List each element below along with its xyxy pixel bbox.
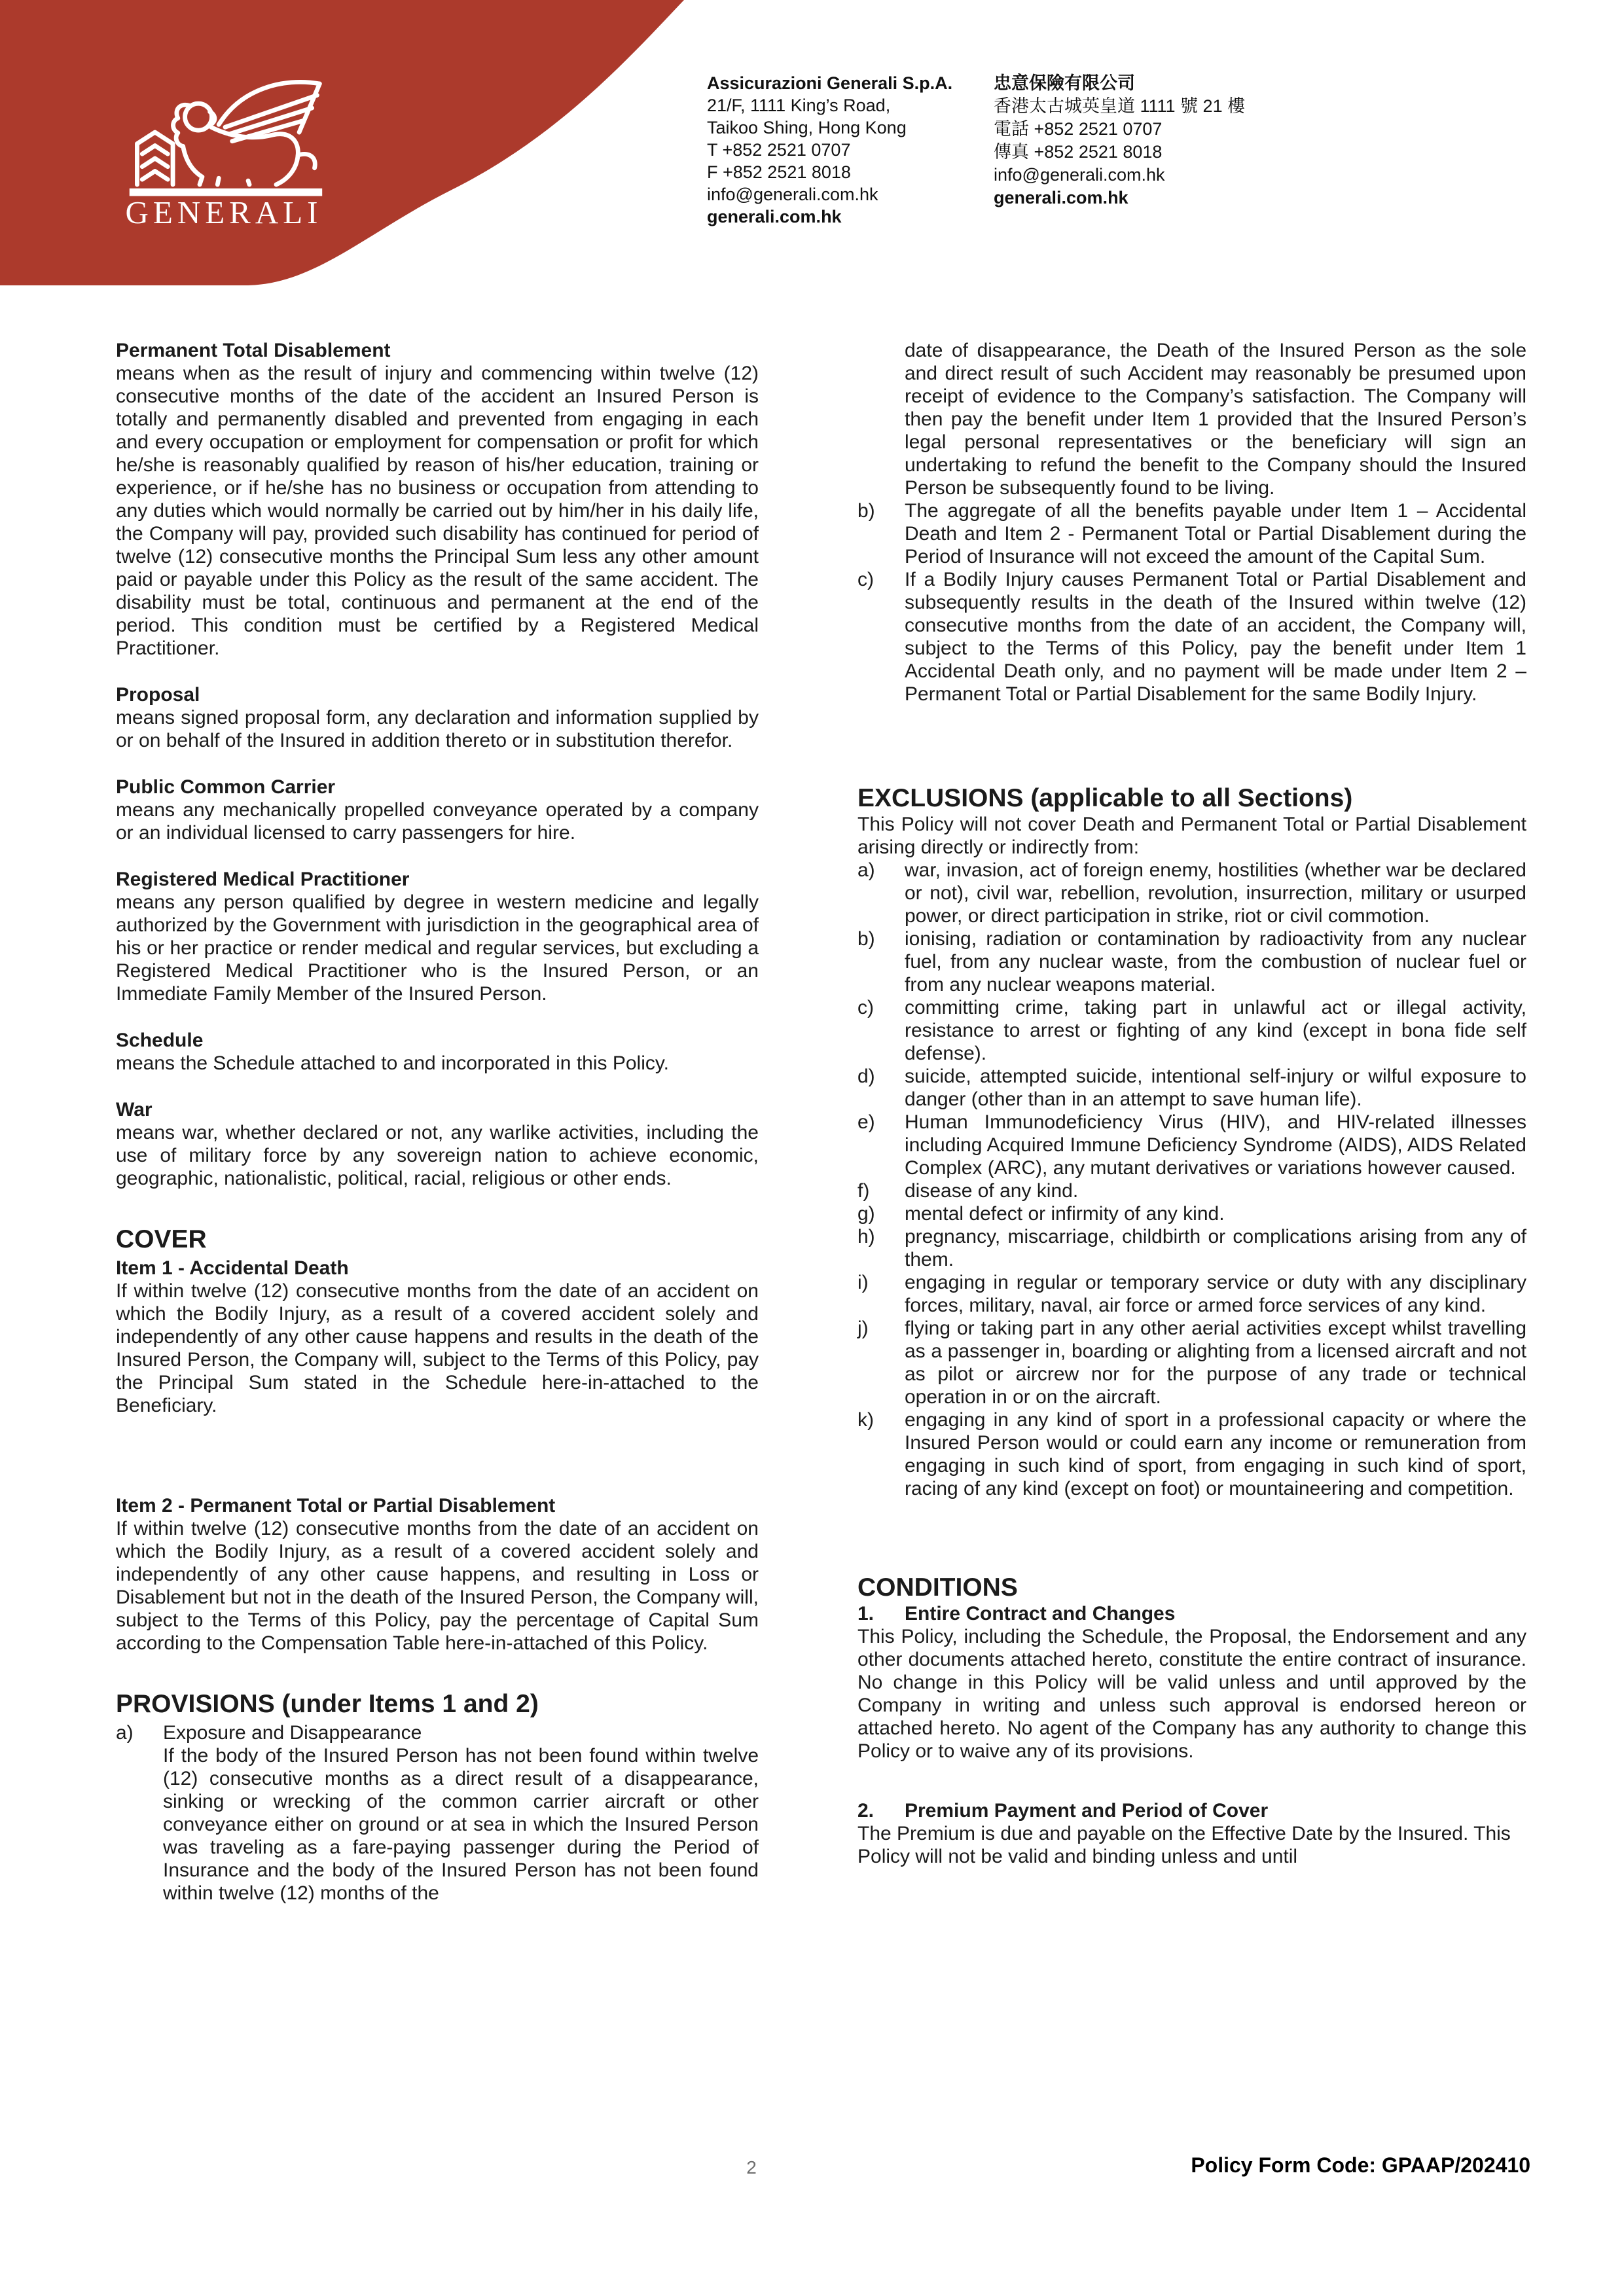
company-email-zh: info@generali.com.hk bbox=[994, 165, 1165, 185]
company-info-en bbox=[707, 72, 982, 228]
right-column bbox=[857, 339, 1526, 1868]
list-label: j) bbox=[857, 1318, 869, 1339]
list-label: g) bbox=[857, 1203, 875, 1225]
definition-permanent-total-disablement bbox=[116, 339, 759, 660]
definition-body: means signed proposal form, any declaration and information supplied by or on behalf of the Insured in addition thereto or in substitution therefor. bbox=[116, 707, 759, 751]
provision-a-continuation: date of disappearance, the Death of the Insured Person as the sole and direct result of such Accident may reasonably be presumed upon receipt of evidence to the Company’s satisfaction. The Company will then pay the benefit under Item 1 provided that the Insured Person’s legal personal representatives or the beneficiary will sign an undertaking to refund the benefit to the Company should the Insured Person be subsequently found to be living. bbox=[905, 340, 1526, 499]
definition-registered-medical-practitioner bbox=[116, 868, 759, 1005]
cover-item-body: If within twelve (12) consecutive months from the date of an accident on which the Bodily Injury, as a result of a covered accident solely and independently of any other cause happens and results in the death of the Insured Person, the Company will, subject to the Terms of this Policy, pay the Principal Sum stated in the Schedule here-in-attached to the Beneficiary. bbox=[116, 1280, 759, 1416]
exclusion-item-c bbox=[857, 996, 1526, 1065]
list-label: a) bbox=[857, 859, 875, 881]
definition-schedule bbox=[116, 1029, 759, 1075]
cover-item-body: If within twelve (12) consecutive months from the date of an accident on which the Bodily Injury, as a result of a covered accident solely and independently of any other cause happens, and resulting in Loss or Disablement but not in the death of the Insured Person, the Company will, subject to the Terms of this Policy, pay the percentage of Capital Sum according to the Compensation Table here-in-attached of this Policy. bbox=[116, 1518, 759, 1654]
provision-item-b bbox=[857, 499, 1526, 568]
exclusion-item-body: engaging in any kind of sport in a professional capacity or where the Insured Person would or could earn any income or remuneration from engaging in such kind of sport, from engaging in such kind of sport, racing of any kind (except on foot) or mountaineering and competition. bbox=[905, 1409, 1526, 1499]
definition-term: Public Common Carrier bbox=[116, 776, 336, 798]
cover-item-2 bbox=[116, 1494, 759, 1655]
exclusion-item-f bbox=[857, 1179, 1526, 1202]
definition-body: means when as the result of injury and commencing within twelve (12) consecutive months of the date of the accident an Insured Person is totally and permanently disabled and prevented from engaging in each and every occupation or employment for compensation or profit for which he/she is reasonably qualified by reason of his/her education, training or experience, or if he/she has no business or occupation from attending to any duties which would normally be carried out by him/her in his daily life, the Company will pay, provided such disability has continued for period of twelve (12) consecutive months the Principal Sum less any other amount paid or payable under this Policy as the result of the same accident. The disability must be total, continuous and permanent at the end of the period. This condition must be certified by a Registered Medical Practitioner. bbox=[116, 363, 759, 659]
provision-item-c bbox=[857, 568, 1526, 706]
list-label: h) bbox=[857, 1226, 875, 1247]
section-title-provisions: PROVISIONS (under Items 1 and 2) bbox=[116, 1690, 539, 1718]
definition-public-common-carrier bbox=[116, 776, 759, 844]
list-label: k) bbox=[857, 1409, 874, 1431]
page-number: 2 bbox=[746, 2157, 757, 2178]
company-name-en: Assicurazioni Generali S.p.A. bbox=[707, 73, 953, 93]
list-label: b) bbox=[857, 928, 875, 950]
list-label: c) bbox=[857, 569, 874, 590]
exclusion-item-e bbox=[857, 1111, 1526, 1179]
condition-item-1 bbox=[857, 1602, 1526, 1763]
exclusion-item-i bbox=[857, 1271, 1526, 1317]
exclusion-item-body: war, invasion, act of foreign enemy, hostilities (whether war be declared or not), civil war, rebellion, revolution, insurrection, military or usurped power, or direct participation in strike, riot or civil commotion. bbox=[905, 859, 1526, 927]
left-column bbox=[116, 339, 759, 1905]
brand-wordmark: GENERALI bbox=[125, 194, 323, 230]
definition-body: means the Schedule attached to and incorporated in this Policy. bbox=[116, 1052, 669, 1074]
exclusion-item-d bbox=[857, 1065, 1526, 1111]
cover-item-title: Item 2 - Permanent Total or Partial Disablement bbox=[116, 1495, 556, 1516]
condition-item-2 bbox=[857, 1799, 1526, 1868]
company-email-en: info@generali.com.hk bbox=[707, 185, 878, 204]
company-address-zh: 香港太古城英皇道 1111 號 21 樓 bbox=[994, 96, 1246, 116]
definition-body: means any person qualified by degree in western medicine and legally authorized by the Government with jurisdiction in the geographical area of his or her practice or render medical and regular services, but excluding a Registered Medical Practitioner who is the Insured Person, or an Immediate Family Member of the Insured Person. bbox=[116, 891, 759, 1005]
list-label: d) bbox=[857, 1066, 875, 1087]
provision-item-body: If a Bodily Injury causes Permanent Total or Partial Disablement and subsequently results in the death of the Insured within twelve (12) consecutive months from the date of an accident, the Company will, subject to the Terms of this Policy, pay the benefit under Item 1 Accidental Death only, and no payment will be made under Item 2 – Permanent Total or Partial Disablement for the same Bodily Injury. bbox=[905, 569, 1526, 705]
provision-item-title: Exposure and Disappearance bbox=[163, 1722, 422, 1744]
exclusion-item-body: committing crime, taking part in unlawful act or illegal activity, resistance to arrest or fighting of any kind (except in bona fide self defense). bbox=[905, 997, 1526, 1064]
company-website-zh: generali.com.hk bbox=[994, 188, 1128, 207]
list-label: a) bbox=[116, 1722, 134, 1744]
exclusion-item-body: engaging in regular or temporary service or duty with any disciplinary forces, military, naval, air force or armed force services of any kind. bbox=[905, 1272, 1526, 1316]
definition-term: Schedule bbox=[116, 1030, 204, 1051]
list-label: 2. bbox=[857, 1800, 875, 1821]
definition-term: Permanent Total Disablement bbox=[116, 340, 391, 361]
provision-item-body: If the body of the Insured Person has not been found within twelve (12) consecutive months as a direct result of a disappearance, sinking or wrecking of the common carrier aircraft or other conveyance either on ground or at sea in which the Insured Person was traveling as a fare-paying passenger during the Period of Insurance and the body of the Insured Person has not been found within twelve (12) months of the bbox=[163, 1745, 759, 1904]
exclusion-item-body: disease of any kind. bbox=[905, 1180, 1079, 1202]
header-red-swoosh bbox=[0, 0, 720, 288]
definition-term: Proposal bbox=[116, 684, 200, 706]
exclusion-item-body: Human Immunodeficiency Virus (HIV), and HIV-related illnesses including Acquired Immune Deficiency Syndrome (AIDS), AIDS Related Complex (ARC), any mutant derivatives or variations however caused. bbox=[905, 1111, 1526, 1179]
section-title-exclusions: EXCLUSIONS (applicable to all Sections) bbox=[857, 784, 1353, 812]
exclusion-item-g bbox=[857, 1202, 1526, 1225]
provision-item-body: The aggregate of all the benefits payable under Item 1 – Accidental Death and Item 2 - Permanent Total or Partial Disablement during the Period of Insurance will not exceed the amount of the Capital Sum. bbox=[905, 500, 1526, 567]
company-fax-zh: 傳真 +852 2521 8018 bbox=[994, 142, 1163, 162]
cover-item-1 bbox=[116, 1257, 759, 1417]
winged-lion-icon bbox=[123, 69, 327, 198]
exclusion-item-body: flying or taking part in any other aerial activities except whilst travelling as a passenger in, boarding or alighting from a licensed aircraft and not as pilot or aircrew nor for the purpose of any trade or technical operation in or on the aircraft. bbox=[905, 1318, 1526, 1408]
company-address1-en: 21/F, 1111 King’s Road, bbox=[707, 96, 891, 115]
provision-item-a bbox=[116, 1721, 759, 1905]
section-title-cover: COVER bbox=[116, 1225, 207, 1253]
company-tel-zh: 電話 +852 2521 0707 bbox=[994, 119, 1163, 139]
definition-term: Registered Medical Practitioner bbox=[116, 869, 410, 890]
list-label: 1. bbox=[857, 1603, 875, 1624]
definition-war bbox=[116, 1098, 759, 1190]
exclusion-item-body: pregnancy, miscarriage, childbirth or complications arising from any of them. bbox=[905, 1226, 1526, 1270]
list-label: f) bbox=[857, 1180, 870, 1202]
policy-form-code: Policy Form Code: GPAAP/202410 bbox=[1191, 2153, 1530, 2177]
list-label: e) bbox=[857, 1111, 875, 1133]
condition-body: The Premium is due and payable on the Effective Date by the Insured. This Policy will not be valid and binding unless and until bbox=[857, 1823, 1511, 1867]
exclusion-item-h bbox=[857, 1225, 1526, 1271]
company-tel-en: T +852 2521 0707 bbox=[707, 140, 851, 160]
list-label: i) bbox=[857, 1272, 869, 1293]
condition-title: Premium Payment and Period of Cover bbox=[905, 1800, 1269, 1821]
exclusion-item-a bbox=[857, 859, 1526, 927]
exclusion-item-b bbox=[857, 927, 1526, 996]
exclusions-intro: This Policy will not cover Death and Permanent Total or Partial Disablement arising directly or indirectly from: bbox=[857, 814, 1526, 858]
condition-body: This Policy, including the Schedule, the Proposal, the Endorsement and any other documents attached hereto, constitute the entire contract of insurance. No change in this Policy will be valid unless and until approved by the Company in writing and unless such approval is endorsed hereon or attached hereto. No agent of the Company has any authority to change this Policy or to waive any of its provisions. bbox=[857, 1626, 1526, 1762]
list-label: c) bbox=[857, 997, 874, 1018]
exclusion-item-k bbox=[857, 1408, 1526, 1500]
list-label: b) bbox=[857, 500, 875, 522]
definition-body: means any mechanically propelled conveyance operated by a company or an individual licensed to carry passengers for hire. bbox=[116, 799, 759, 844]
company-info-zh bbox=[994, 72, 1360, 209]
company-address2-en: Taikoo Shing, Hong Kong bbox=[707, 118, 907, 137]
definition-term: War bbox=[116, 1099, 153, 1121]
cover-item-title: Item 1 - Accidental Death bbox=[116, 1257, 349, 1279]
exclusion-item-body: mental defect or infirmity of any kind. bbox=[905, 1203, 1225, 1225]
definition-proposal bbox=[116, 683, 759, 752]
condition-title: Entire Contract and Changes bbox=[905, 1603, 1176, 1624]
section-title-conditions: CONDITIONS bbox=[857, 1573, 1018, 1602]
company-website-en: generali.com.hk bbox=[707, 207, 842, 226]
definition-body: means war, whether declared or not, any warlike activities, including the use of military force by any sovereign nation to achieve economic, geographic, nationalistic, political, racial, religious or other ends. bbox=[116, 1122, 759, 1189]
exclusion-item-body: ionising, radiation or contamination by radioactivity from any nuclear fuel, from any nuclear waste, from the combustion of nuclear fuel or from any nuclear weapons material. bbox=[905, 928, 1526, 996]
company-fax-en: F +852 2521 8018 bbox=[707, 162, 851, 182]
exclusion-item-j bbox=[857, 1317, 1526, 1408]
company-name-zh: 忠意保險有限公司 bbox=[994, 73, 1135, 93]
exclusion-item-body: suicide, attempted suicide, intentional self-injury or wilful exposure to danger (other than in an attempt to save human life). bbox=[905, 1066, 1526, 1110]
